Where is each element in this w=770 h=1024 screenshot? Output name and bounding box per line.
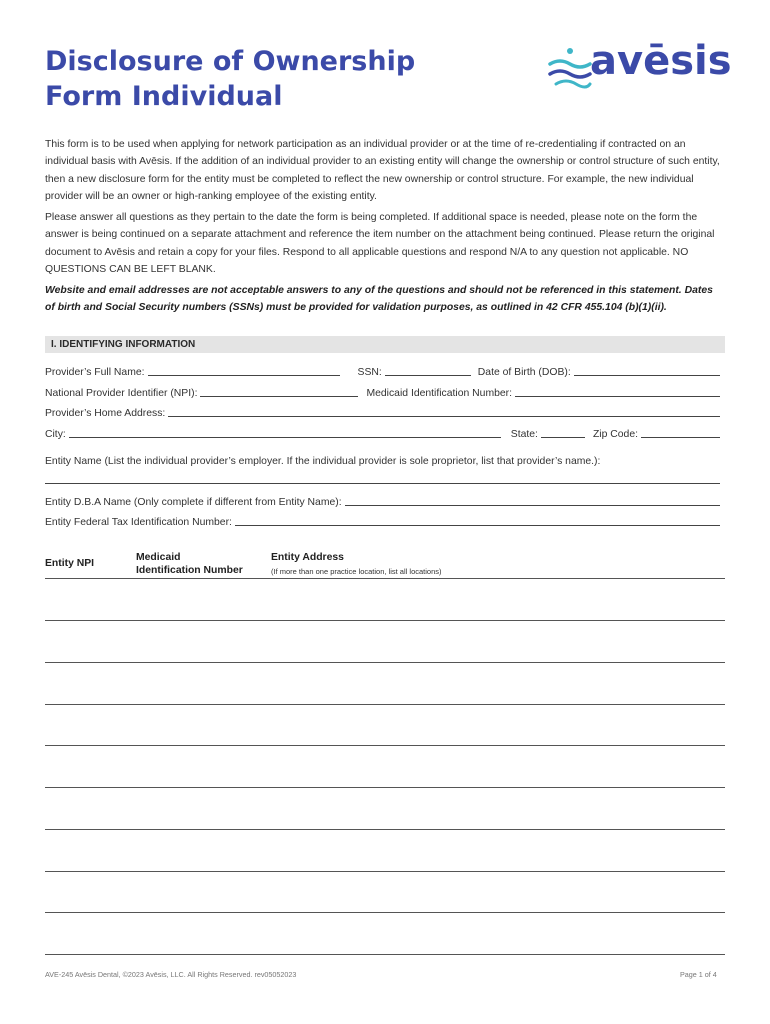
row-provider-name — [45, 364, 720, 378]
table-row[interactable] — [45, 662, 725, 663]
page-number: Page 1 of 4 — [680, 970, 717, 979]
table-row[interactable] — [45, 704, 725, 705]
col-entity-address: Entity Address — [271, 552, 344, 563]
col-medicaid-id — [136, 551, 243, 577]
table-row[interactable] — [45, 787, 725, 788]
table-row[interactable] — [45, 745, 725, 746]
state-label: State: — [510, 429, 538, 440]
home-address-field[interactable] — [168, 415, 720, 417]
logo-wordmark: avēsis — [590, 38, 732, 84]
title-line-1: Disclosure of Ownership — [45, 46, 416, 77]
table-row[interactable] — [45, 912, 725, 913]
npi-field[interactable] — [200, 395, 358, 397]
avesis-logo — [548, 38, 732, 90]
state-field[interactable] — [541, 436, 585, 438]
npi-label: National Provider Identifier (NPI): — [45, 388, 198, 399]
entity-tax-id-label: Entity Federal Tax Identification Number: — [45, 517, 232, 528]
table-row[interactable] — [45, 620, 725, 621]
table-row[interactable] — [45, 829, 725, 830]
providers-full-name-field[interactable] — [148, 374, 340, 376]
row-npi — [45, 385, 720, 399]
intro-paragraph-2: Please answer all questions as they pertain to the date the form is being completed. If additional space is needed, please note on the form the answer is being continued on a separate attachment and reference the item number on the attachment being continued. Please return the original document to Avēsis and retain a copy for your files. Respond to all applicable questions and respond N/A to any question not applicable. NO QUESTIONS CAN BE LEFT BLANK. — [45, 212, 715, 275]
title-line-2: Form Individual — [45, 81, 283, 112]
city-field[interactable] — [69, 436, 501, 438]
intro-paragraph-1: This form is to be used when applying for network participation as an individual provider or at the time of re-credentialing if contracted on an individual basis with Avēsis. If the addition of an individual provider to an existing entity will change the ownership or control structure of such entity, then a new disclosure form for the entity must be completed to reflect the new ownership or control structure. For example, the new individual provider will be an owner or high-ranking employee of the existing entity. — [45, 139, 720, 202]
entity-dba-field[interactable] — [345, 504, 720, 506]
col-medicaid-id-line1: Medicaid — [136, 552, 181, 563]
ssn-field[interactable] — [385, 374, 471, 376]
zip-label: Zip Code: — [592, 429, 639, 440]
medicaid-id-field[interactable] — [515, 395, 720, 397]
row-entity-dba — [45, 494, 720, 508]
city-label: City: — [45, 429, 66, 440]
table-row[interactable] — [45, 871, 725, 872]
zip-field[interactable] — [641, 436, 720, 438]
section-heading-text: I. IDENTIFYING INFORMATION — [51, 339, 196, 350]
logo-swoosh-icon — [548, 44, 592, 90]
row-entity-tax-id — [45, 514, 720, 528]
ssn-label: SSN: — [357, 367, 382, 378]
col-entity-address-note: (If more than one practice location, list all locations) — [271, 567, 442, 576]
entity-dba-label: Entity D.B.A Name (Only complete if different from Entity Name): — [45, 497, 342, 508]
col-medicaid-id-line2: Identification Number — [136, 565, 243, 576]
page-title — [45, 44, 415, 114]
home-address-label: Provider’s Home Address: — [45, 408, 166, 419]
entity-name-label: Entity Name (List the individual provider’s employer. If the individual provider is sole proprietor, list that provider’s name.): — [45, 456, 601, 467]
row-city — [45, 426, 720, 440]
footer-text: AVE-245 Avēsis Dental, ©2023 Avēsis, LLC. All Rights Reserved. rev05052023 — [45, 970, 297, 979]
intro-notice: Website and email addresses are not acceptable answers to any of the questions and should not be referenced in this statement. Dates of birth and Social Security numbers (SSNs) must be provided for validation purposes, as outlined in 42 CFR 455.104 (b)(1)(ii). — [45, 285, 713, 314]
section-heading — [45, 336, 725, 353]
providers-full-name-label: Provider’s Full Name: — [45, 367, 145, 378]
medicaid-id-label: Medicaid Identification Number: — [366, 388, 513, 399]
col-entity-npi: Entity NPI — [45, 558, 95, 569]
entity-name-field[interactable] — [45, 483, 720, 484]
dob-field[interactable] — [574, 374, 720, 376]
table-row[interactable] — [45, 954, 725, 955]
entity-tax-id-field[interactable] — [235, 524, 720, 526]
table-header-rule — [45, 578, 725, 579]
dob-label: Date of Birth (DOB): — [477, 367, 571, 378]
row-home-address — [45, 405, 720, 419]
